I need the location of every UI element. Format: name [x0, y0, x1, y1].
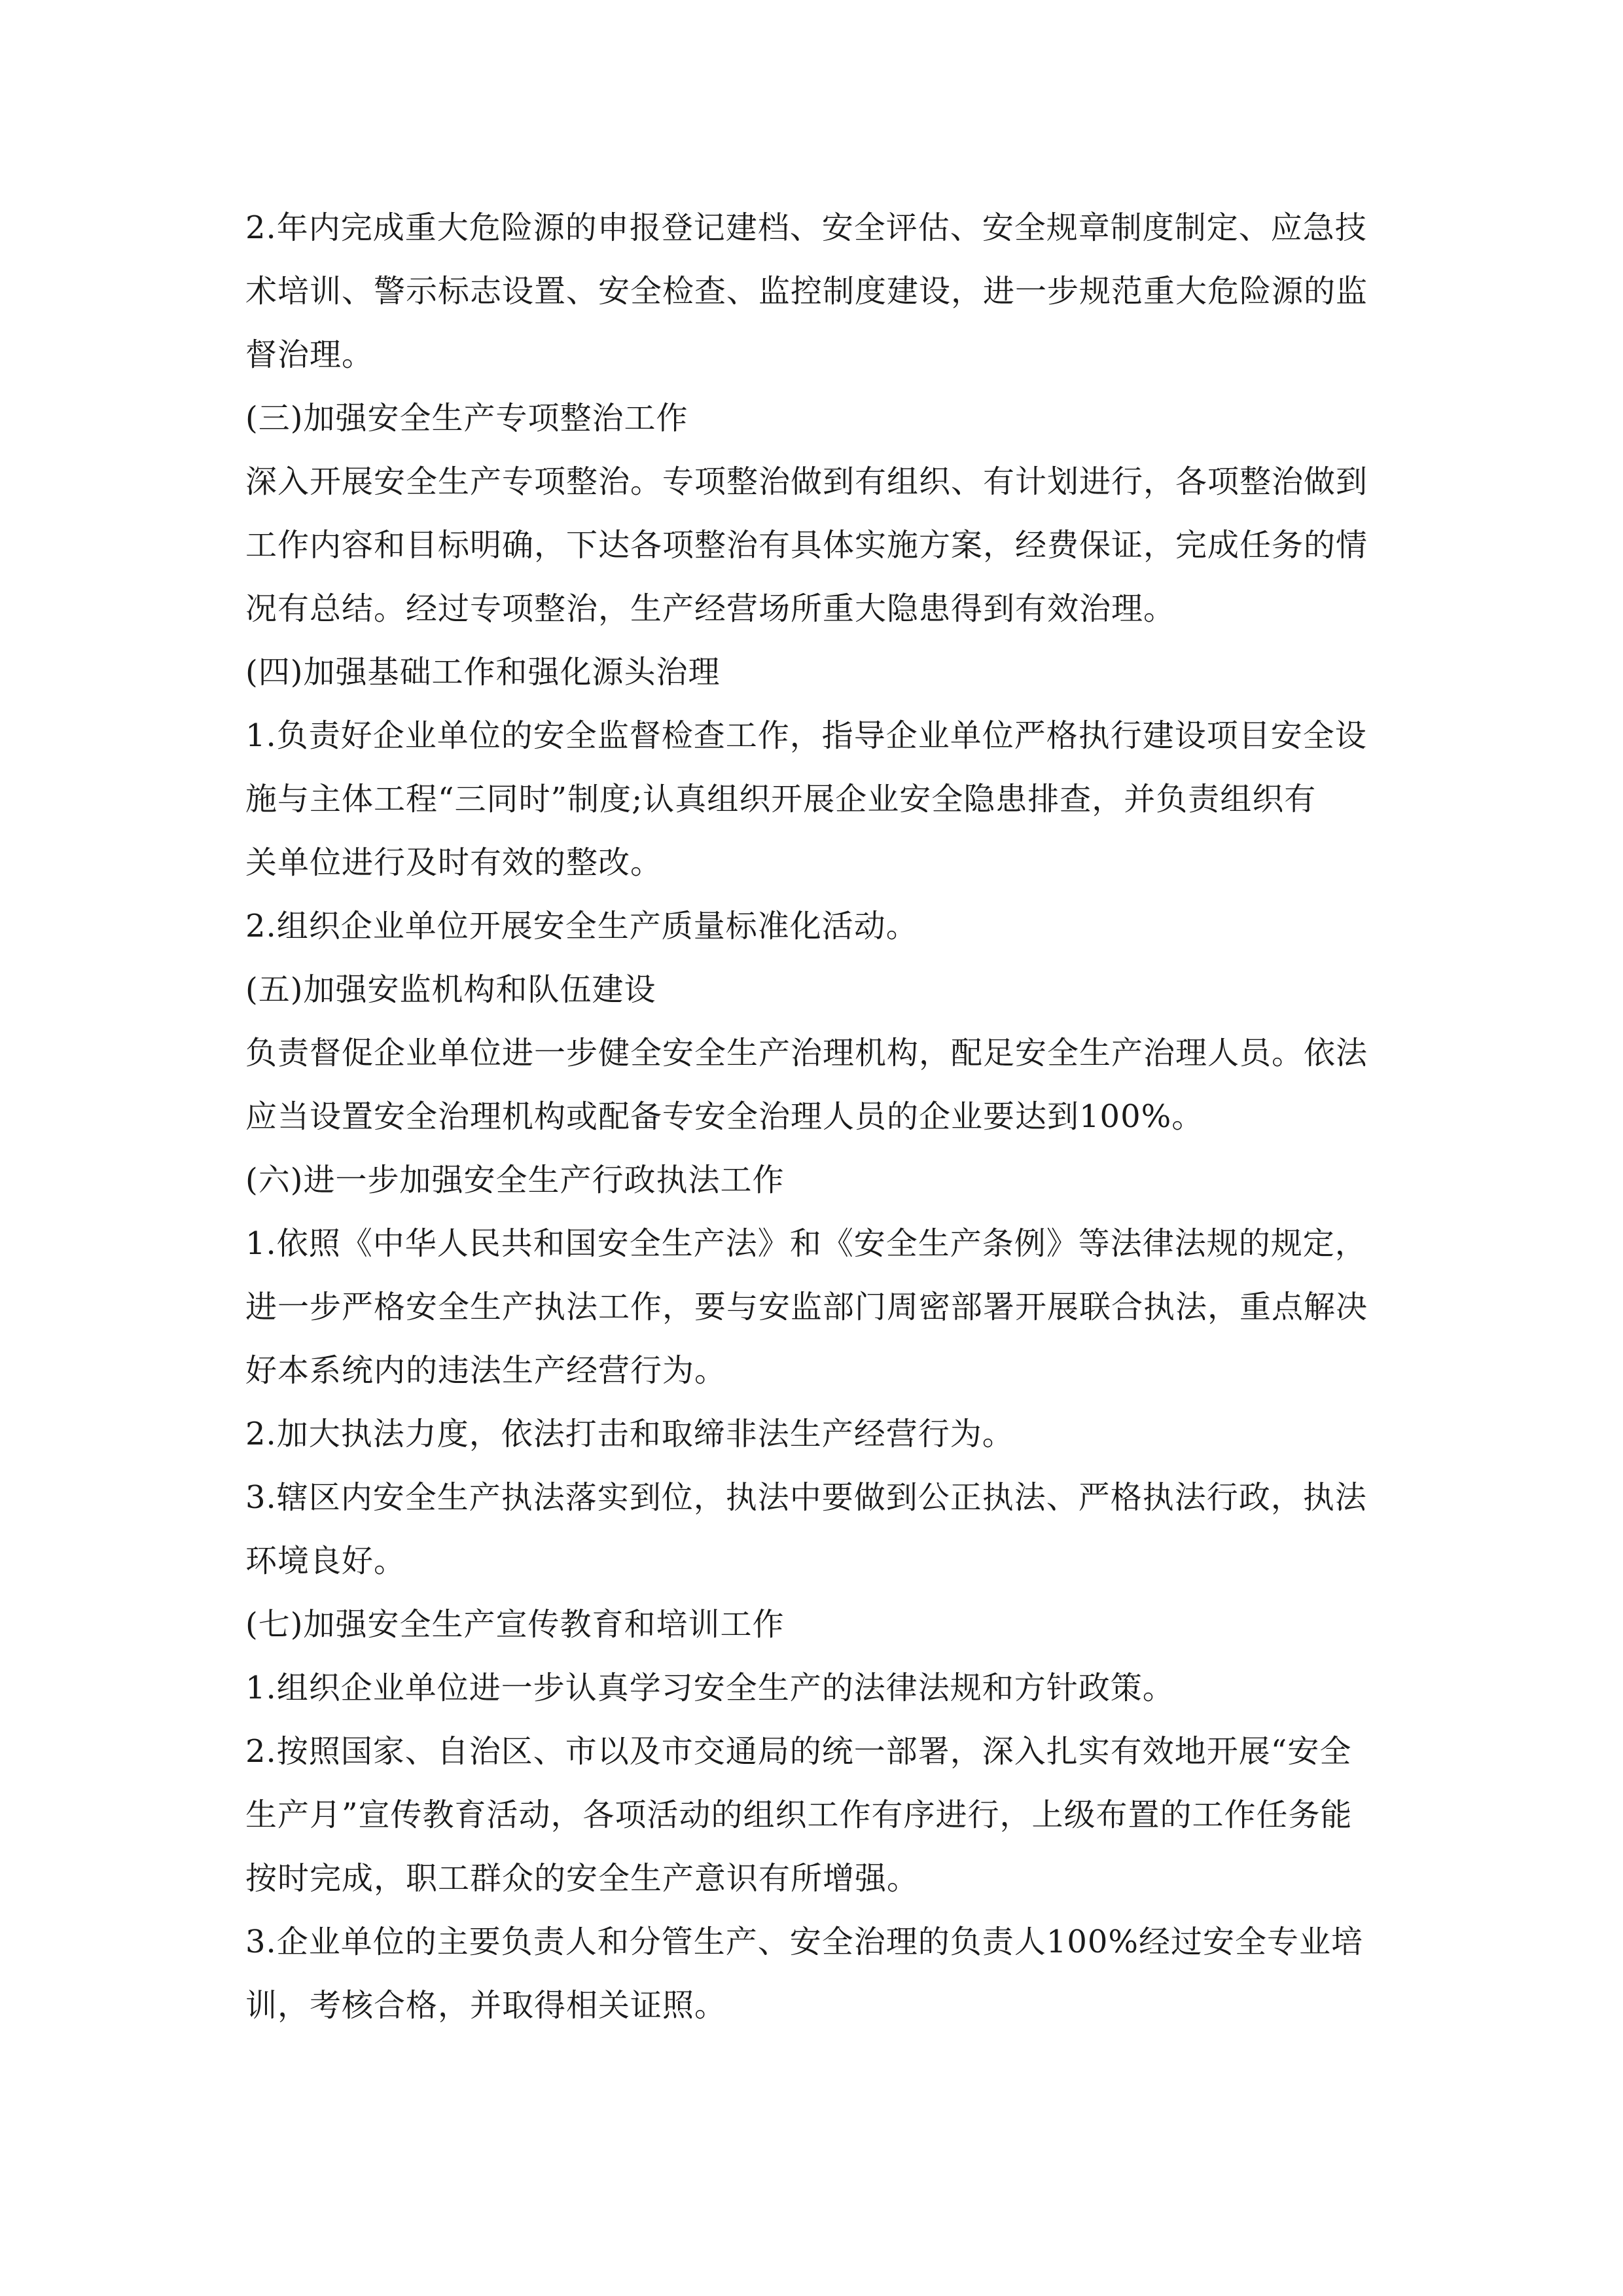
text-line: 好本系统内的违法生产经营行为。	[245, 1352, 727, 1389]
section-heading: (五)加强安监机构和队伍建设	[245, 971, 656, 1008]
text-line: 2.组织企业单位开展安全生产质量标准化活动。	[245, 908, 918, 944]
document-body	[245, 196, 1384, 2037]
text-line: 生产月”宣传教育活动，各项活动的组织工作有序进行，上级布置的工作任务能	[245, 1797, 1353, 1833]
text-line: 2.年内完成重大危险源的申报登记建档、安全评估、安全规章制度制定、应急技	[245, 209, 1367, 246]
text-line: 3.企业单位的主要负责人和分管生产、安全治理的负责人100%经过安全专业培	[245, 1924, 1364, 1960]
section-heading: (六)进一步加强安全生产行政执法工作	[245, 1162, 785, 1198]
text-line: 3.辖区内安全生产执法落实到位，执法中要做到公正执法、严格执法行政，执法	[245, 1479, 1367, 1516]
text-line: 况有总结。经过专项整治，生产经营场所重大隐患得到有效治理。	[245, 590, 1176, 627]
text-line: 术培训、警示标志设置、安全检查、监控制度建设，进一步规范重大危险源的监	[245, 273, 1368, 310]
section-heading: (七)加强安全生产宣传教育和培训工作	[245, 1606, 785, 1643]
text-line: 2.加大执法力度，依法打击和取缔非法生产经营行为。	[245, 1416, 1014, 1452]
section-heading: (四)加强基础工作和强化源头治理	[245, 654, 721, 691]
text-line: 环境良好。	[245, 1543, 406, 1579]
text-line: 督治理。	[245, 336, 374, 373]
text-line: 训，考核合格，并取得相关证照。	[245, 1987, 727, 2024]
text-line: 2.按照国家、自治区、市以及市交通局的统一部署，深入扎实有效地开展“安全	[245, 1733, 1352, 1770]
text-line: 负责督促企业单位进一步健全安全生产治理机构，配足安全生产治理人员。依法	[245, 1035, 1368, 1071]
text-line: 按时完成，职工群众的安全生产意识有所增强。	[245, 1860, 919, 1897]
text-line: 深入开展安全生产专项整治。专项整治做到有组织、有计划进行，各项整治做到	[245, 463, 1368, 500]
text-line: 进一步严格安全生产执法工作，要与安监部门周密部署开展联合执法，重点解决	[245, 1289, 1368, 1325]
text-line: 1.组织企业单位进一步认真学习安全生产的法律法规和方针政策。	[245, 1670, 1175, 1706]
text-line: 1.负责好企业单位的安全监督检查工作，指导企业单位严格执行建设项目安全设	[245, 717, 1367, 754]
text-line: 关单位进行及时有效的整改。	[245, 844, 663, 881]
text-line: 1.依照《中华人民共和国安全生产法》和《安全生产条例》等法律法规的规定，	[245, 1225, 1367, 1262]
section-heading: (三)加强安全生产专项整治工作	[245, 400, 688, 437]
text-line: 工作内容和目标明确，下达各项整治有具体实施方案，经费保证，完成任务的情	[245, 527, 1368, 564]
text-line: 应当设置安全治理机构或配备专安全治理人员的企业要达到100%。	[245, 1098, 1204, 1135]
text-line: 施与主体工程“三同时”制度;认真组织开展企业安全隐患排查，并负责组织有	[245, 781, 1317, 817]
